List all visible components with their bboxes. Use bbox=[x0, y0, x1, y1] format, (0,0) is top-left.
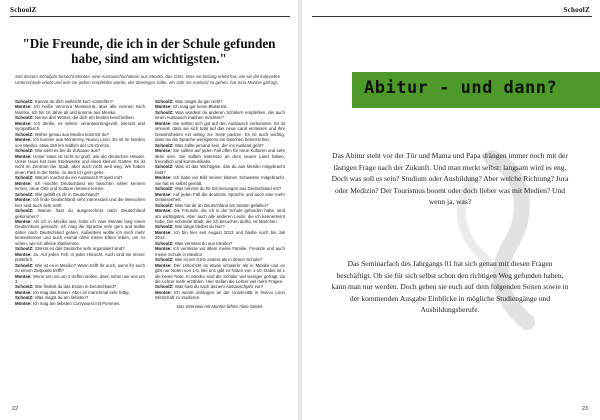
interview-text: Was magst du gar nicht? bbox=[174, 99, 223, 104]
left-page bbox=[0, 0, 298, 420]
interview-text: Wie sieht es bei dir Zuhause aus? bbox=[34, 148, 101, 154]
interview-line bbox=[155, 230, 285, 241]
interview-line bbox=[15, 219, 145, 246]
interview-speaker: SchoolZ: bbox=[15, 208, 34, 214]
interview-text: Ich denke, es wären: verantwortungsvoll, tolerant und sympathisch. bbox=[15, 120, 145, 132]
interview-text: Unser Haus ist nicht so groß, wie die deutschen Häuser. Unser Haus hat zwei Stockwerke und einen kleinen Garten. Es ist nicht im Zentrum der Stadt, aber auch nicht weit weg. Wir haben einen Park in der Nähe, zu dem ich gern gehe. bbox=[15, 153, 145, 175]
interview-body bbox=[15, 99, 285, 309]
interview-text: Sie sollten auf jeden Fall offen für neue Kulturen und sehr aktiv sein. Sie sollten Interesse an dem neuen Land haben, freundlich und kommunikativ. bbox=[155, 148, 285, 164]
interview-text: Was vermisst du aus Mexiko? bbox=[174, 240, 233, 246]
interview-speaker: SchoolZ: bbox=[155, 109, 174, 115]
interview-text: Ich heiße Veronica Montserrat, aber alle nennen mich Montse. Ich bin 16 Jahre alt und komme aus Mexiko. bbox=[15, 104, 145, 115]
interview-speaker: SchoolZ: bbox=[155, 202, 174, 208]
interview-speaker: SchoolZ: bbox=[155, 257, 174, 263]
interview-text: Was ist das Wichtigste, das du aus Mexiko mitgebracht hast? bbox=[155, 164, 285, 175]
interview-speaker: Montse: bbox=[15, 104, 32, 110]
header-label-right: SchoolZ bbox=[563, 6, 590, 14]
interview-text: Als ich in Mexiko war, habe ich zwei Monate lang einen Deutschkurs gemacht. Ich mag die Sprache sehr gern und wollte daher nach Deutschland gehen. Außerdem wollte ich mich mehr kennenlernen und auch einmal ohne meine Eltern leben, um zu sehen, wie ich alleine klarkomme. bbox=[15, 218, 145, 246]
interview-speaker: SchoolZ: bbox=[155, 164, 174, 170]
interview-text: Ja. Auf jeden Fall. In jeder Hinsicht. Auch sind sie immer pünktlich. bbox=[15, 251, 145, 263]
interview-text: Was nimmst du für Erinnerungen aus Deutschland mit? bbox=[174, 186, 282, 192]
interview-text: Ich bin hier seit August 2013 und bleibe noch bis Juli 2014. bbox=[155, 229, 285, 241]
interview-speaker: SchoolZ: bbox=[15, 246, 34, 252]
interview-line bbox=[15, 154, 145, 176]
interview-text: Woher genau aus Mexiko kommst du? bbox=[34, 131, 109, 137]
interview-text: Wie ist am GSG anders als in deiner Schule? bbox=[174, 257, 262, 263]
interview-speaker: SchoolZ: bbox=[15, 115, 34, 121]
interview-line bbox=[155, 110, 285, 121]
interview-speaker: Montse: bbox=[155, 208, 172, 214]
interview-line bbox=[15, 208, 145, 219]
section-banner-title: Abitur - und dann? bbox=[364, 78, 558, 98]
interview-line bbox=[155, 263, 285, 285]
interview-speaker: Montse: bbox=[155, 104, 172, 110]
interview-line bbox=[15, 252, 145, 263]
interview-speaker: Montse: bbox=[155, 120, 172, 126]
interview-speaker: SchoolZ: bbox=[155, 99, 174, 104]
interview-line bbox=[15, 137, 145, 148]
header-rule-right bbox=[312, 16, 592, 17]
interview-text: Sie sollten sich gut auf den Austausch vorbereiten. Es ist sinnvoll, dass sie sich total auf das neue Land einlassen und ihre Gewohnheiten ein wenig zur Seite packen. Es ist auch wichtig, dass sie die Sprache wenigstens ein bisschen beherrschen. bbox=[155, 120, 285, 143]
interview-speaker: SchoolZ: bbox=[155, 240, 174, 246]
interview-line bbox=[15, 274, 145, 285]
interview-line bbox=[155, 246, 285, 257]
interview-line bbox=[155, 121, 285, 143]
interview-text: Warum machst du ein Austausch Projekt mit? bbox=[34, 175, 123, 181]
interview-credit: Das Interview mit Montse führte Aline Seidel. bbox=[176, 303, 264, 309]
interview-speaker: SchoolZ: bbox=[15, 262, 34, 268]
interview-speaker: Montse: bbox=[155, 191, 172, 197]
interview-speaker: Montse: bbox=[155, 262, 172, 268]
interview-text: Ich finde Deutschland sehr interessant und die Menschen hier sind auch sehr nett! bbox=[15, 197, 145, 208]
interview-text: Stimmt es das Deutsche sehr organisiert sind? bbox=[34, 246, 125, 252]
interview-intro: Seit diesem Schuljahr besucht Montse, eine Austauschschülerin aus Mexiko, das GSG. Was sie bislang erlebt hat, wie sie die kulturellen Unterschiede erlebt und was sie jedem empfehlen würde, der überlegen sollte, ein Jahr ins Ausland zu gehen, hat Sina Montse gefragt. bbox=[15, 74, 281, 85]
interview-speaker: Montse: bbox=[155, 289, 172, 295]
interview-line bbox=[155, 175, 285, 186]
interview-speaker: SchoolZ: bbox=[155, 284, 174, 290]
interview-speaker: SchoolZ: bbox=[155, 224, 174, 230]
interview-line bbox=[155, 290, 285, 301]
interview-text: Ich möchte Deutschland ein bisschen näher kennen lernen, neue Orte und Kulturen kennen lernen. bbox=[15, 180, 145, 192]
interview-text: Warum hast du ausgerechnet nach Deutschland gekommen? bbox=[15, 208, 145, 219]
interview-speaker: Montse: bbox=[155, 246, 172, 252]
interview-text: Auf jeden Fall die deutsche Sprache und auch eine mehr Gelassenheit. bbox=[155, 191, 285, 203]
interview-text: Nenne drei Wörter, die dich am besten beschreiben. bbox=[34, 115, 136, 121]
interview-text: Ich mag gar keine Blutwurst. bbox=[172, 104, 228, 110]
interview-text: Ich komme aus Monterrey, Nuevo Leon. Es ist im Norden von Mexiko, etwa 150 km südlich der US-Grenze. bbox=[15, 137, 145, 148]
interview-text: Ich werde anfangen an der Universität in Nuevo Leon Wirtschaft zu studieren. bbox=[155, 289, 285, 301]
interview-speaker: SchoolZ: bbox=[15, 131, 34, 137]
interview-speaker: SchoolZ: bbox=[15, 191, 34, 197]
interview-speaker: Montse: bbox=[15, 218, 32, 224]
page-number-left: 22 bbox=[12, 406, 19, 412]
interview-speaker: SchoolZ: bbox=[15, 99, 34, 104]
article-paragraph-2: Das Seminarfach des Jahrgangs 01 hat sich genau mit diesen Fragen beschäftigt. Ob sie für sich selbst schon den richtigen Weg gefunden haben, kann man nur werden. Doch geben sie euch auf dem folgenden Seiten sowie in der kommenden Ausgabe Einblicke in mögliche Studiengänge und Ausbildungsberufe. bbox=[331, 259, 569, 315]
interview-speaker: Montse: bbox=[15, 289, 32, 295]
interview-speaker: Montse: bbox=[15, 137, 32, 143]
interview-speaker: SchoolZ: bbox=[15, 284, 34, 290]
interview-text: Ich mag am liebsten Currywurst mit Pommes. bbox=[32, 300, 121, 306]
header-label-left: SchoolZ bbox=[10, 6, 37, 14]
interview-line bbox=[15, 121, 145, 132]
interview-text: Was hat dir an Deutschland am besten gefallen? bbox=[174, 202, 269, 208]
interview-speaker: SchoolZ: bbox=[15, 295, 34, 301]
interview-speaker: SchoolZ: bbox=[155, 186, 174, 192]
interview-speaker: Montse: bbox=[15, 251, 32, 257]
interview-text: Was magst du am liebsten? bbox=[34, 295, 89, 301]
interview-line bbox=[15, 104, 145, 115]
interview-speaker: Montse: bbox=[15, 120, 32, 126]
article-paragraph-1: Das Abitur steht vor der Tür und Mama und Papa drängen immer noch mit der lästigen Frage nach der Zukunft. Und man merkt selbst: langsam wird es eng. Doch was soll es sein? Studium oder Ausbildung? Aber welche Richtung? Jura oder Medizin? Der Tourismus boomt oder doch lieber was mit Medien? Und wenn ja, was? bbox=[331, 151, 569, 207]
interview-speaker: SchoolZ: bbox=[155, 142, 174, 148]
interview-text: Ich vermisse vor allem meine Familie, Freunde und auch meine Schule in Mexiko! bbox=[155, 246, 285, 257]
interview-text: Wie ist es in Mexiko? Wann trefft ihr euch, wenn ihr euch zu einem Zeitpunkt trefft? bbox=[15, 262, 145, 274]
interview-line bbox=[15, 263, 145, 274]
interview-line bbox=[155, 148, 285, 164]
interview-text: Wie lange bleibst du hier? bbox=[174, 224, 225, 230]
interview-text: Ich mag das Essen. Aber es manchmal sehr fettig. bbox=[32, 289, 130, 295]
interview-speaker: Montse: bbox=[155, 229, 172, 235]
interview-text: Wie gefällt es dir in Deutschland? bbox=[34, 191, 100, 197]
interview-text: Was würdest du anderen Schülern empfehlen, die auch einen Austausch machen möchten? bbox=[155, 109, 285, 121]
interview-speaker: SchoolZ: bbox=[15, 148, 34, 154]
interview-speaker: Montse: bbox=[155, 148, 172, 154]
interview-speaker: Montse: bbox=[15, 180, 32, 186]
page-number-right: 23 bbox=[581, 406, 588, 412]
interview-text: Kannst du dich vielleicht kurz vorstellen? bbox=[34, 99, 114, 104]
interview-text: Der Unterricht ist etwas schwerer als in Mexiko und es gibt nur Noten von 1-6. Bei uns gibt es Noten von 1-10. Dabei ist 1 die beste Note. In Mexiko sind die Schüler viel weniger gefragt, da die Lehrer mehr erzählen. Hier stellen die Lehrer viel mehr Fragen. bbox=[155, 262, 285, 284]
interview-speaker: Montse: bbox=[15, 300, 32, 306]
interview-line bbox=[155, 192, 285, 203]
interview-speaker: Montse: bbox=[155, 175, 172, 181]
interview-line bbox=[155, 164, 285, 175]
interview-text: Ich habe ein Bild meiner kleinen Schwester mitgebracht. Sie hat es selbst gemalt. bbox=[155, 175, 285, 186]
interview-line bbox=[155, 208, 285, 224]
interview-speaker: Montse: bbox=[15, 273, 32, 279]
interview-text: Was sollte jemand sein, der ins Ausland geht? bbox=[174, 142, 264, 148]
interview-text: Wie findest du das Essen in Deutschland? bbox=[34, 284, 117, 290]
interview-speaker: Montse: bbox=[15, 197, 32, 203]
interview-text: Wenn wir uns um 2 treffen wollen, dann sehen wir uns um 3. bbox=[15, 273, 145, 284]
interview-line bbox=[15, 181, 145, 192]
interview-speaker: Montse: bbox=[15, 153, 32, 159]
interview-title: "Die Freunde, die ich in der Schule gefunden habe, sind am wichtigsten." bbox=[22, 36, 276, 66]
interview-speaker: SchoolZ: bbox=[15, 175, 34, 181]
interview-text: Die Freunde, die ich in der Schule gefunden habe, sind am wichtigsten. Aber auch alle anderen Leute, die ich kennenlernt habe. Die schönste Stadt, die ich besuchen durfte, ist München. bbox=[155, 208, 285, 224]
interview-line bbox=[15, 197, 145, 208]
header-rule-left bbox=[10, 16, 290, 17]
interview-text: Was hast du nach deinem Austauschjahr vor? bbox=[174, 284, 264, 290]
interview-line bbox=[15, 301, 145, 306]
right-page bbox=[302, 0, 600, 420]
